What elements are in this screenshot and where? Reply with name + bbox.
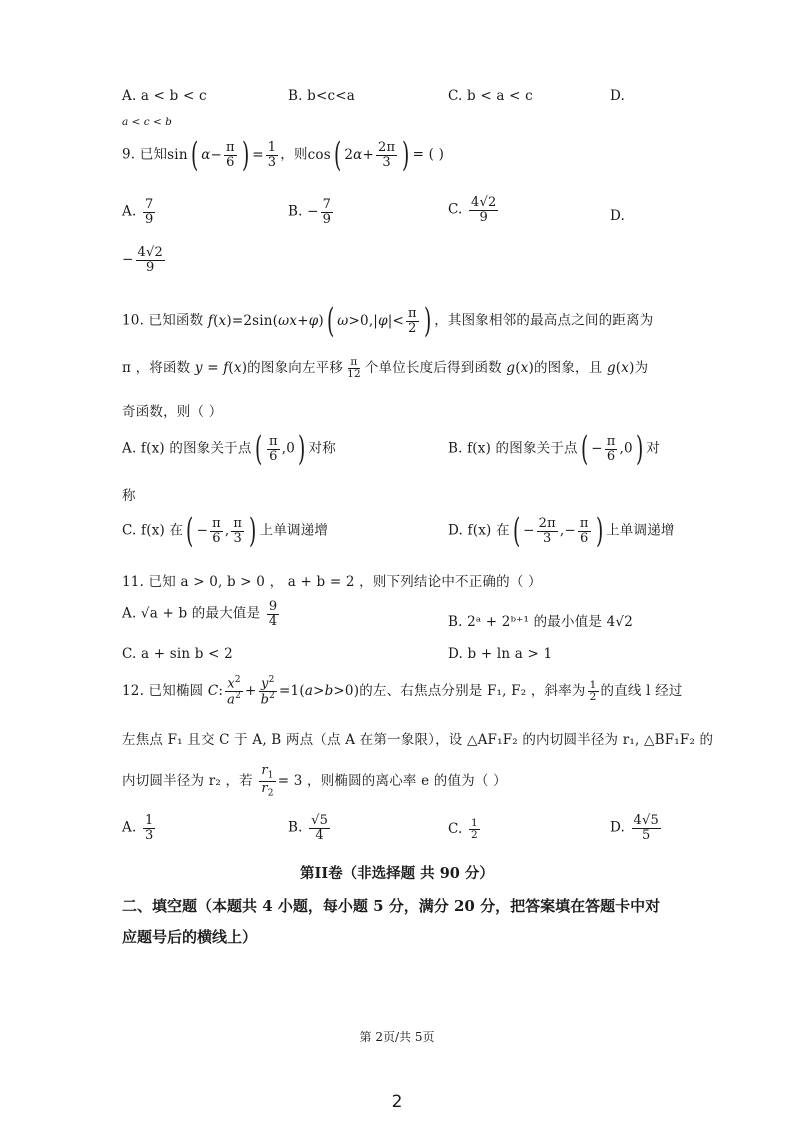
q8-option-d-value: a < c < b <box>122 116 172 128</box>
question-10-line3: 奇函数，则（ ） <box>122 404 223 420</box>
q12-a-den: 3 <box>144 827 154 843</box>
q9-b-label: B. <box>288 203 303 220</box>
q10-l2-b: 的图象向左平移 <box>247 360 344 376</box>
q10-option-b: B. f(x) 的图象关于点( − $\frac{\pi}{6}$ ,0) 对 <box>448 429 660 469</box>
q9-sin-expr: sin( α− $\frac{\pi}{6}$ ) = $\frac{1}{3}$ <box>167 135 277 175</box>
q12-option-b <box>288 814 332 842</box>
q8-option-c: C. b < a < c <box>448 88 533 104</box>
question-10-line2: π ，将函数 y = f(x)的图象向左平移 $\frac{\pi}{12}$ 个单位长度后得到函数 g(x)的图象，且 g(x)为 <box>122 355 649 380</box>
q12-l1-b: 的左、右焦点分别是 F₁, F₂ ，斜率为 <box>359 682 586 699</box>
q10-l2-a: π ，将函数 <box>122 360 191 376</box>
q9-prefix: 9. 已知 <box>122 146 168 163</box>
question-12-line2: 左焦点 F₁ 且交 C 于 A, B 两点（点 A 在第一象限），设 △AF₁F₂ 的内切圆半径为 r₁, △BF₁F₂ 的 <box>122 732 714 748</box>
q10-option-d: D. f(x) 在( − $\frac{2\pi}{3}$ ,− $\frac{\pi}{6}$ ) 上单调递增 <box>448 511 675 551</box>
question-9-stem <box>122 135 445 175</box>
q11-option-c: C. a + sin b < 2 <box>122 646 233 662</box>
q10-option-a: A. f(x) 的图象关于点( $\frac{\pi}{6}$ ,0) 对称 <box>122 429 336 469</box>
q9-c-label: C. <box>448 201 463 218</box>
q10-b-text: B. f(x) 的图象关于点 <box>448 440 578 457</box>
q9-a-num: 7 <box>144 197 154 212</box>
q12-b-den: 4 <box>315 827 324 843</box>
q12-l3-b: = 3 ，则椭圆的离心率 e 的值为（ ） <box>277 773 507 790</box>
q12-d-label: D. <box>610 819 626 836</box>
q12-a-label: A. <box>122 819 137 836</box>
q8-option-d: D. <box>610 88 626 104</box>
q11-a-den: 4 <box>268 613 278 629</box>
q10-l2-c: 个单位长度后得到函数 <box>364 360 502 376</box>
q10-prefix: 10. 已知函数 <box>122 312 204 329</box>
q12-ellipse-eq: C: $\frac{x^2}{a^2}$ + $\frac{y^2}{b^2}$ =1(a>b>0) <box>207 675 360 708</box>
q10-option-c: C. f(x) 在( − $\frac{\pi}{6}$ , $\frac{\pi}{3}$ ) 上单调递增 <box>122 511 329 551</box>
q9-option-d-value: − $\frac{4√2}{9}$ <box>122 245 163 275</box>
q12-b-label: B. <box>288 819 303 836</box>
q12-option-a <box>122 814 157 842</box>
q9-d-den: 9 <box>145 259 155 275</box>
q10-a-text: A. f(x) 的图象关于点 <box>122 440 252 457</box>
q10-d-tail: 上单调递增 <box>606 522 675 539</box>
q12-option-c <box>448 818 482 841</box>
q9-option-a <box>122 198 157 226</box>
q10-l2-d: 的图象，且 <box>533 360 603 376</box>
q12-a-num: 1 <box>144 813 154 828</box>
q9-b-den: 9 <box>322 211 332 227</box>
q9-c-den: 9 <box>479 209 488 225</box>
q9-option-b: B. − $\frac{7}{9}$ <box>288 197 332 227</box>
question-10-line1 <box>122 301 654 341</box>
q12-option-d <box>610 814 663 842</box>
section-title: 第II卷（非选择题 共 90 分） <box>300 865 494 882</box>
q12-c-num: 1 <box>471 817 478 829</box>
question-12-line3: 内切圆半径为 r₂ ，若 $\frac{r_1}{r_2}$ = 3 ，则椭圆的离心率 e 的值为（ ） <box>122 763 507 799</box>
q10-line1-suffix: ，其图象相邻的最高点之间的距离为 <box>434 312 654 329</box>
question-12-line1: 12. 已知椭圆 C: $\frac{x^2}{a^2}$ + $\frac{y^2}{b^2}$ =1(a>b>0)的左、右焦点分别是 F₁, F₂ ，斜率为 $\frac{1}{2}$ 的直线 l 经过 <box>122 675 683 708</box>
q12-c-den: 2 <box>471 829 478 842</box>
q12-b-num: √5 <box>311 813 329 828</box>
q12-l1-a: 12. 已知椭圆 <box>122 682 204 699</box>
q12-d-den: 5 <box>642 827 651 843</box>
q9-a-den: 9 <box>144 211 154 227</box>
page-info: 第 2页/共 5页 <box>359 1030 435 1044</box>
q10-c-text: C. f(x) 在 <box>122 522 184 539</box>
q12-d-num: 4√5 <box>633 813 659 828</box>
q11-a-num: 9 <box>268 599 278 614</box>
q10-d-text: D. f(x) 在 <box>448 522 510 539</box>
q11-option-b: B. 2ᵃ + 2ᵇ⁺¹ 的最小值是 4√2 <box>448 614 633 630</box>
q11-option-a <box>122 600 281 628</box>
page-number: 2 <box>391 1092 403 1112</box>
q11-a-text: A. √a + b 的最大值是 <box>122 605 261 622</box>
fill-in-instructions-line1: 二、填空题（本题共 4 小题，每小题 5 分，满分 20 分，把答案填在答题卡中对 <box>122 897 661 915</box>
q9-option-c <box>448 196 500 224</box>
q9-b-num: 7 <box>322 197 332 212</box>
q9-d-num: 4√2 <box>137 245 163 260</box>
q10-b-tail: 对 <box>646 440 660 457</box>
q8-option-b: B. b<c<a <box>288 88 355 104</box>
q9-c-num: 4√2 <box>471 195 497 210</box>
q12-l1-c: 的直线 l 经过 <box>600 682 683 699</box>
q8-option-a: A. a < b < c <box>122 88 207 104</box>
q9-suffix: = ( ) <box>412 146 445 163</box>
q10-option-b-wrap: 称 <box>122 488 136 504</box>
question-11-stem: 11. 已知 a > 0, b > 0 ， a + b = 2 ，则下列结论中不正确的（ ） <box>122 574 542 590</box>
q9-mid: ，则 <box>280 146 308 163</box>
q10-a-tail: 对称 <box>308 440 336 457</box>
q9-option-d-label: D. <box>610 208 626 224</box>
q9-a-label: A. <box>122 203 137 220</box>
q11-option-d: D. b + ln a > 1 <box>448 646 553 662</box>
q12-l3-a: 内切圆半径为 r₂ ，若 <box>122 773 253 790</box>
fill-in-instructions-line2: 应题号后的横线上） <box>122 928 258 946</box>
q10-l2-e: 为 <box>634 360 649 376</box>
q9-cos-expr: cos( 2α+ $\frac{2\pi}{3}$ ) <box>307 135 410 175</box>
q10-c-tail: 上单调递增 <box>259 522 329 539</box>
q10-function-def: f(x)=2sin(ωx+φ)( ω>0,|φ|< $\frac{\pi}{2}$ ) <box>207 301 432 341</box>
q12-c-label: C. <box>448 821 463 838</box>
